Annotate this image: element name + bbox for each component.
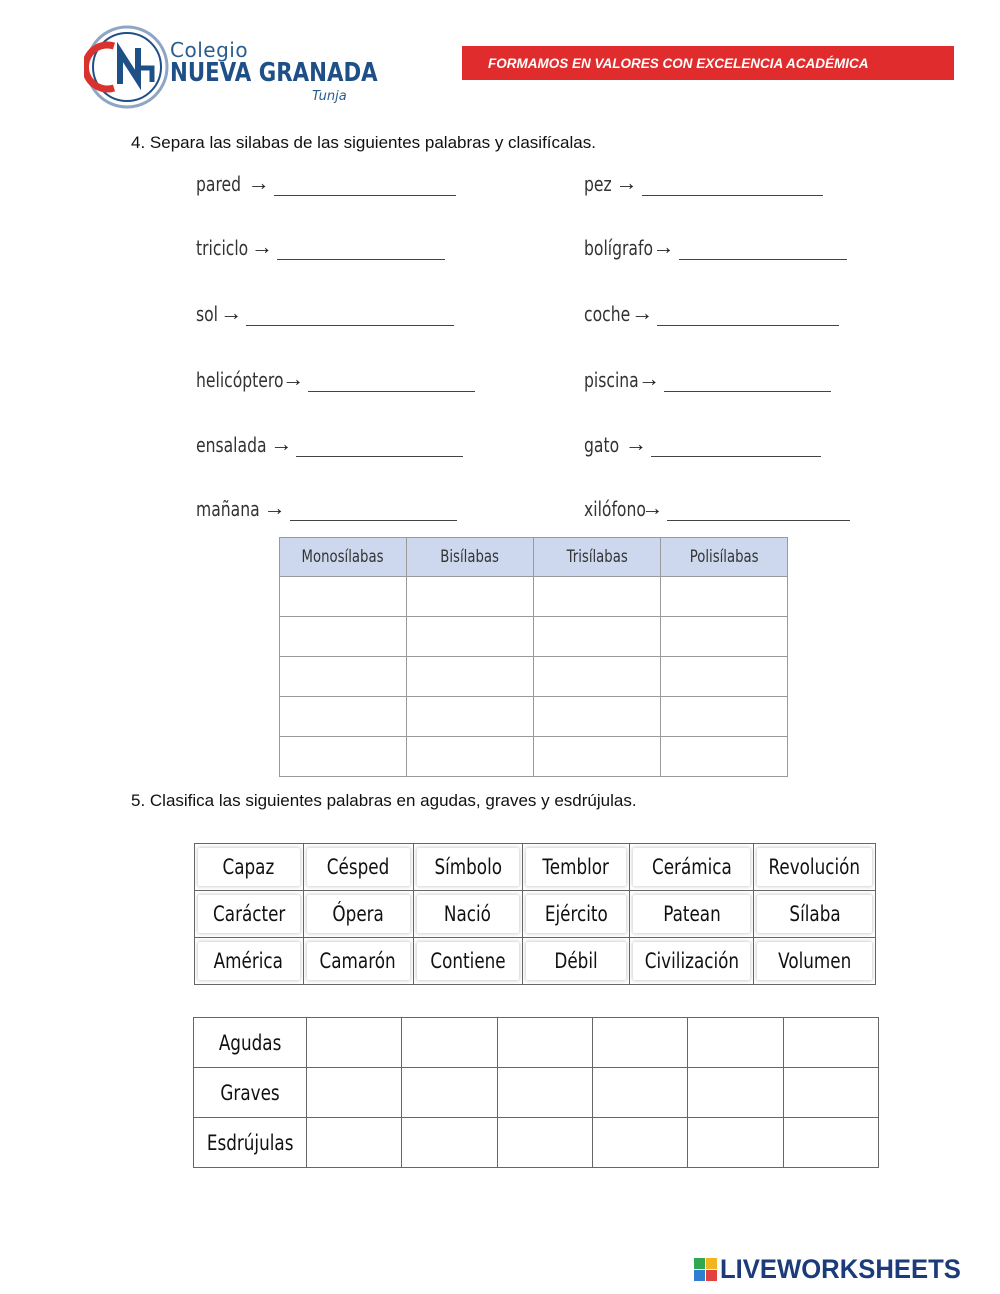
answer-cell[interactable] <box>280 697 407 737</box>
word-label: ensalada <box>196 433 267 457</box>
answer-cell[interactable] <box>534 617 661 657</box>
word-label: gato <box>584 433 620 457</box>
word-chip[interactable]: Símbolo <box>417 848 520 886</box>
arrow-right-icon: → <box>220 300 243 325</box>
answer-cell[interactable] <box>402 1118 497 1168</box>
brand-name: LIVEWORKSHEETS <box>720 1253 961 1284</box>
answer-cell[interactable] <box>307 1118 402 1168</box>
section5-title: 5. Clasifica las siguientes palabras en agudas, graves y esdrújulas. <box>131 791 637 810</box>
word-chip[interactable]: Capaz <box>198 848 300 886</box>
word-label: bolígrafo <box>584 236 654 260</box>
answer-cell[interactable] <box>307 1068 402 1118</box>
word-chip[interactable]: América <box>198 942 300 980</box>
answer-cell[interactable] <box>661 737 788 777</box>
arrow-right-icon: → <box>652 234 675 259</box>
word-chip[interactable]: Ópera <box>307 895 410 933</box>
word-chip[interactable]: Sílaba <box>757 895 872 933</box>
word-chip[interactable]: Camarón <box>307 942 410 980</box>
answer-cell[interactable] <box>592 1118 687 1168</box>
motto-banner: FORMAMOS EN VALORES CON EXCELENCIA ACADÉMICA <box>462 46 954 80</box>
liveworksheets-logo-icon <box>694 1258 717 1281</box>
answer-cell[interactable] <box>592 1068 687 1118</box>
arrow-right-icon: → <box>247 170 270 195</box>
word-grid-row <box>195 844 876 891</box>
word-label: xilófono <box>584 497 646 521</box>
answer-cell[interactable] <box>783 1018 878 1068</box>
table-row <box>280 617 788 657</box>
answer-cell[interactable] <box>534 577 661 617</box>
word-item-xilofono <box>584 491 850 521</box>
word-item-sol <box>196 296 454 326</box>
word-grid <box>194 843 876 985</box>
word-item-pez <box>584 166 823 196</box>
word-chip[interactable]: Ejército <box>526 895 625 933</box>
answer-cell[interactable] <box>534 737 661 777</box>
word-label: pared <box>196 172 242 196</box>
answer-blank[interactable] <box>246 307 454 326</box>
table-row <box>194 1068 879 1118</box>
category-graves: Graves <box>194 1068 307 1118</box>
answer-cell[interactable] <box>497 1068 592 1118</box>
arrow-right-icon: → <box>615 170 638 195</box>
word-item-gato <box>584 427 821 457</box>
word-item-coche <box>584 296 839 326</box>
answer-cell[interactable] <box>688 1068 783 1118</box>
word-chip[interactable]: Nació <box>417 895 520 933</box>
arrow-right-icon: → <box>263 495 286 520</box>
word-item-piscina <box>584 362 831 392</box>
answer-cell[interactable] <box>534 657 661 697</box>
word-grid-row <box>195 938 876 985</box>
logo-line-school-name: NUEVA GRANADA <box>170 58 378 88</box>
answer-cell[interactable] <box>688 1118 783 1168</box>
answer-blank[interactable] <box>664 373 831 392</box>
answer-blank[interactable] <box>274 177 456 196</box>
answer-cell[interactable] <box>783 1068 878 1118</box>
answer-blank[interactable] <box>277 241 445 260</box>
word-label: coche <box>584 302 631 326</box>
accent-classification-table <box>193 1017 879 1168</box>
word-chip[interactable]: Débil <box>526 942 625 980</box>
arrow-right-icon: → <box>631 300 654 325</box>
header-trisilabas: Trisílabas <box>534 538 661 577</box>
answer-cell[interactable] <box>402 1018 497 1068</box>
liveworksheets-brand <box>694 1254 974 1284</box>
table-row <box>194 1018 879 1068</box>
word-grid-row <box>195 891 876 938</box>
answer-cell[interactable] <box>688 1018 783 1068</box>
word-chip[interactable]: Revolución <box>757 848 872 886</box>
arrow-right-icon: → <box>250 234 273 259</box>
word-item-boligrafo <box>584 230 847 260</box>
answer-cell[interactable] <box>280 577 407 617</box>
answer-cell[interactable] <box>280 737 407 777</box>
arrow-right-icon: → <box>270 431 293 456</box>
answer-blank[interactable] <box>290 502 457 521</box>
word-chip[interactable]: Carácter <box>198 895 300 933</box>
syllable-classification-table <box>279 537 788 777</box>
table-row <box>280 737 788 777</box>
category-agudas: Agudas <box>194 1018 307 1068</box>
answer-cell[interactable] <box>661 697 788 737</box>
table-row <box>280 577 788 617</box>
logo-line-colegio: Colegio <box>170 38 249 62</box>
table-row <box>194 1118 879 1168</box>
header-bisilabas: Bisílabas <box>407 538 534 577</box>
answer-blank[interactable] <box>679 241 847 260</box>
answer-cell[interactable] <box>497 1118 592 1168</box>
word-item-triciclo <box>196 230 445 260</box>
answer-cell[interactable] <box>307 1018 402 1068</box>
section4-title: 4. Separa las silabas de las siguientes palabras y clasifícalas. <box>131 133 596 152</box>
arrow-right-icon: → <box>625 431 648 456</box>
category-esdrujulas: Esdrújulas <box>194 1118 307 1168</box>
answer-blank[interactable] <box>667 502 850 521</box>
answer-cell[interactable] <box>407 657 534 697</box>
answer-cell[interactable] <box>534 697 661 737</box>
word-item-helicoptero <box>196 362 475 392</box>
answer-cell[interactable] <box>661 577 788 617</box>
word-label: helicóptero <box>196 368 284 392</box>
word-chip[interactable]: Patean <box>633 895 751 933</box>
header-monosilabas: Monosílabas <box>280 538 407 577</box>
answer-blank[interactable] <box>296 438 463 457</box>
arrow-right-icon: → <box>282 366 305 391</box>
word-label: pez <box>584 172 612 196</box>
word-label: piscina <box>584 368 639 392</box>
word-chip[interactable]: Volumen <box>757 942 872 980</box>
arrow-right-icon: → <box>641 495 664 520</box>
word-item-ensalada <box>196 427 463 457</box>
word-label: mañana <box>196 497 260 521</box>
answer-cell[interactable] <box>402 1068 497 1118</box>
word-label: triciclo <box>196 236 249 260</box>
word-chip[interactable]: Contiene <box>417 942 520 980</box>
arrow-right-icon: → <box>638 366 661 391</box>
answer-cell[interactable] <box>407 577 534 617</box>
answer-blank[interactable] <box>657 307 839 326</box>
word-chip[interactable]: Césped <box>307 848 410 886</box>
word-chip[interactable]: Temblor <box>526 848 625 886</box>
word-chip[interactable]: Civilización <box>633 942 751 980</box>
answer-cell[interactable] <box>592 1018 687 1068</box>
answer-cell[interactable] <box>280 617 407 657</box>
answer-cell[interactable] <box>407 617 534 657</box>
table-row <box>280 697 788 737</box>
answer-blank[interactable] <box>308 373 475 392</box>
table-row <box>280 657 788 697</box>
table-header-row <box>280 538 788 577</box>
answer-cell[interactable] <box>783 1118 878 1168</box>
answer-cell[interactable] <box>407 697 534 737</box>
answer-blank[interactable] <box>651 438 821 457</box>
word-item-manana <box>196 491 457 521</box>
answer-cell[interactable] <box>497 1018 592 1068</box>
cng-emblem-icon <box>84 24 170 110</box>
header-polisilabas: Polisílabas <box>661 538 788 577</box>
word-chip[interactable]: Cerámica <box>633 848 751 886</box>
answer-cell[interactable] <box>661 657 788 697</box>
answer-blank[interactable] <box>642 177 823 196</box>
word-label: sol <box>196 302 219 326</box>
answer-cell[interactable] <box>280 657 407 697</box>
answer-cell[interactable] <box>407 737 534 777</box>
word-item-pared <box>196 166 456 196</box>
answer-cell[interactable] <box>661 617 788 657</box>
logo-line-city: Tunja <box>312 89 347 104</box>
